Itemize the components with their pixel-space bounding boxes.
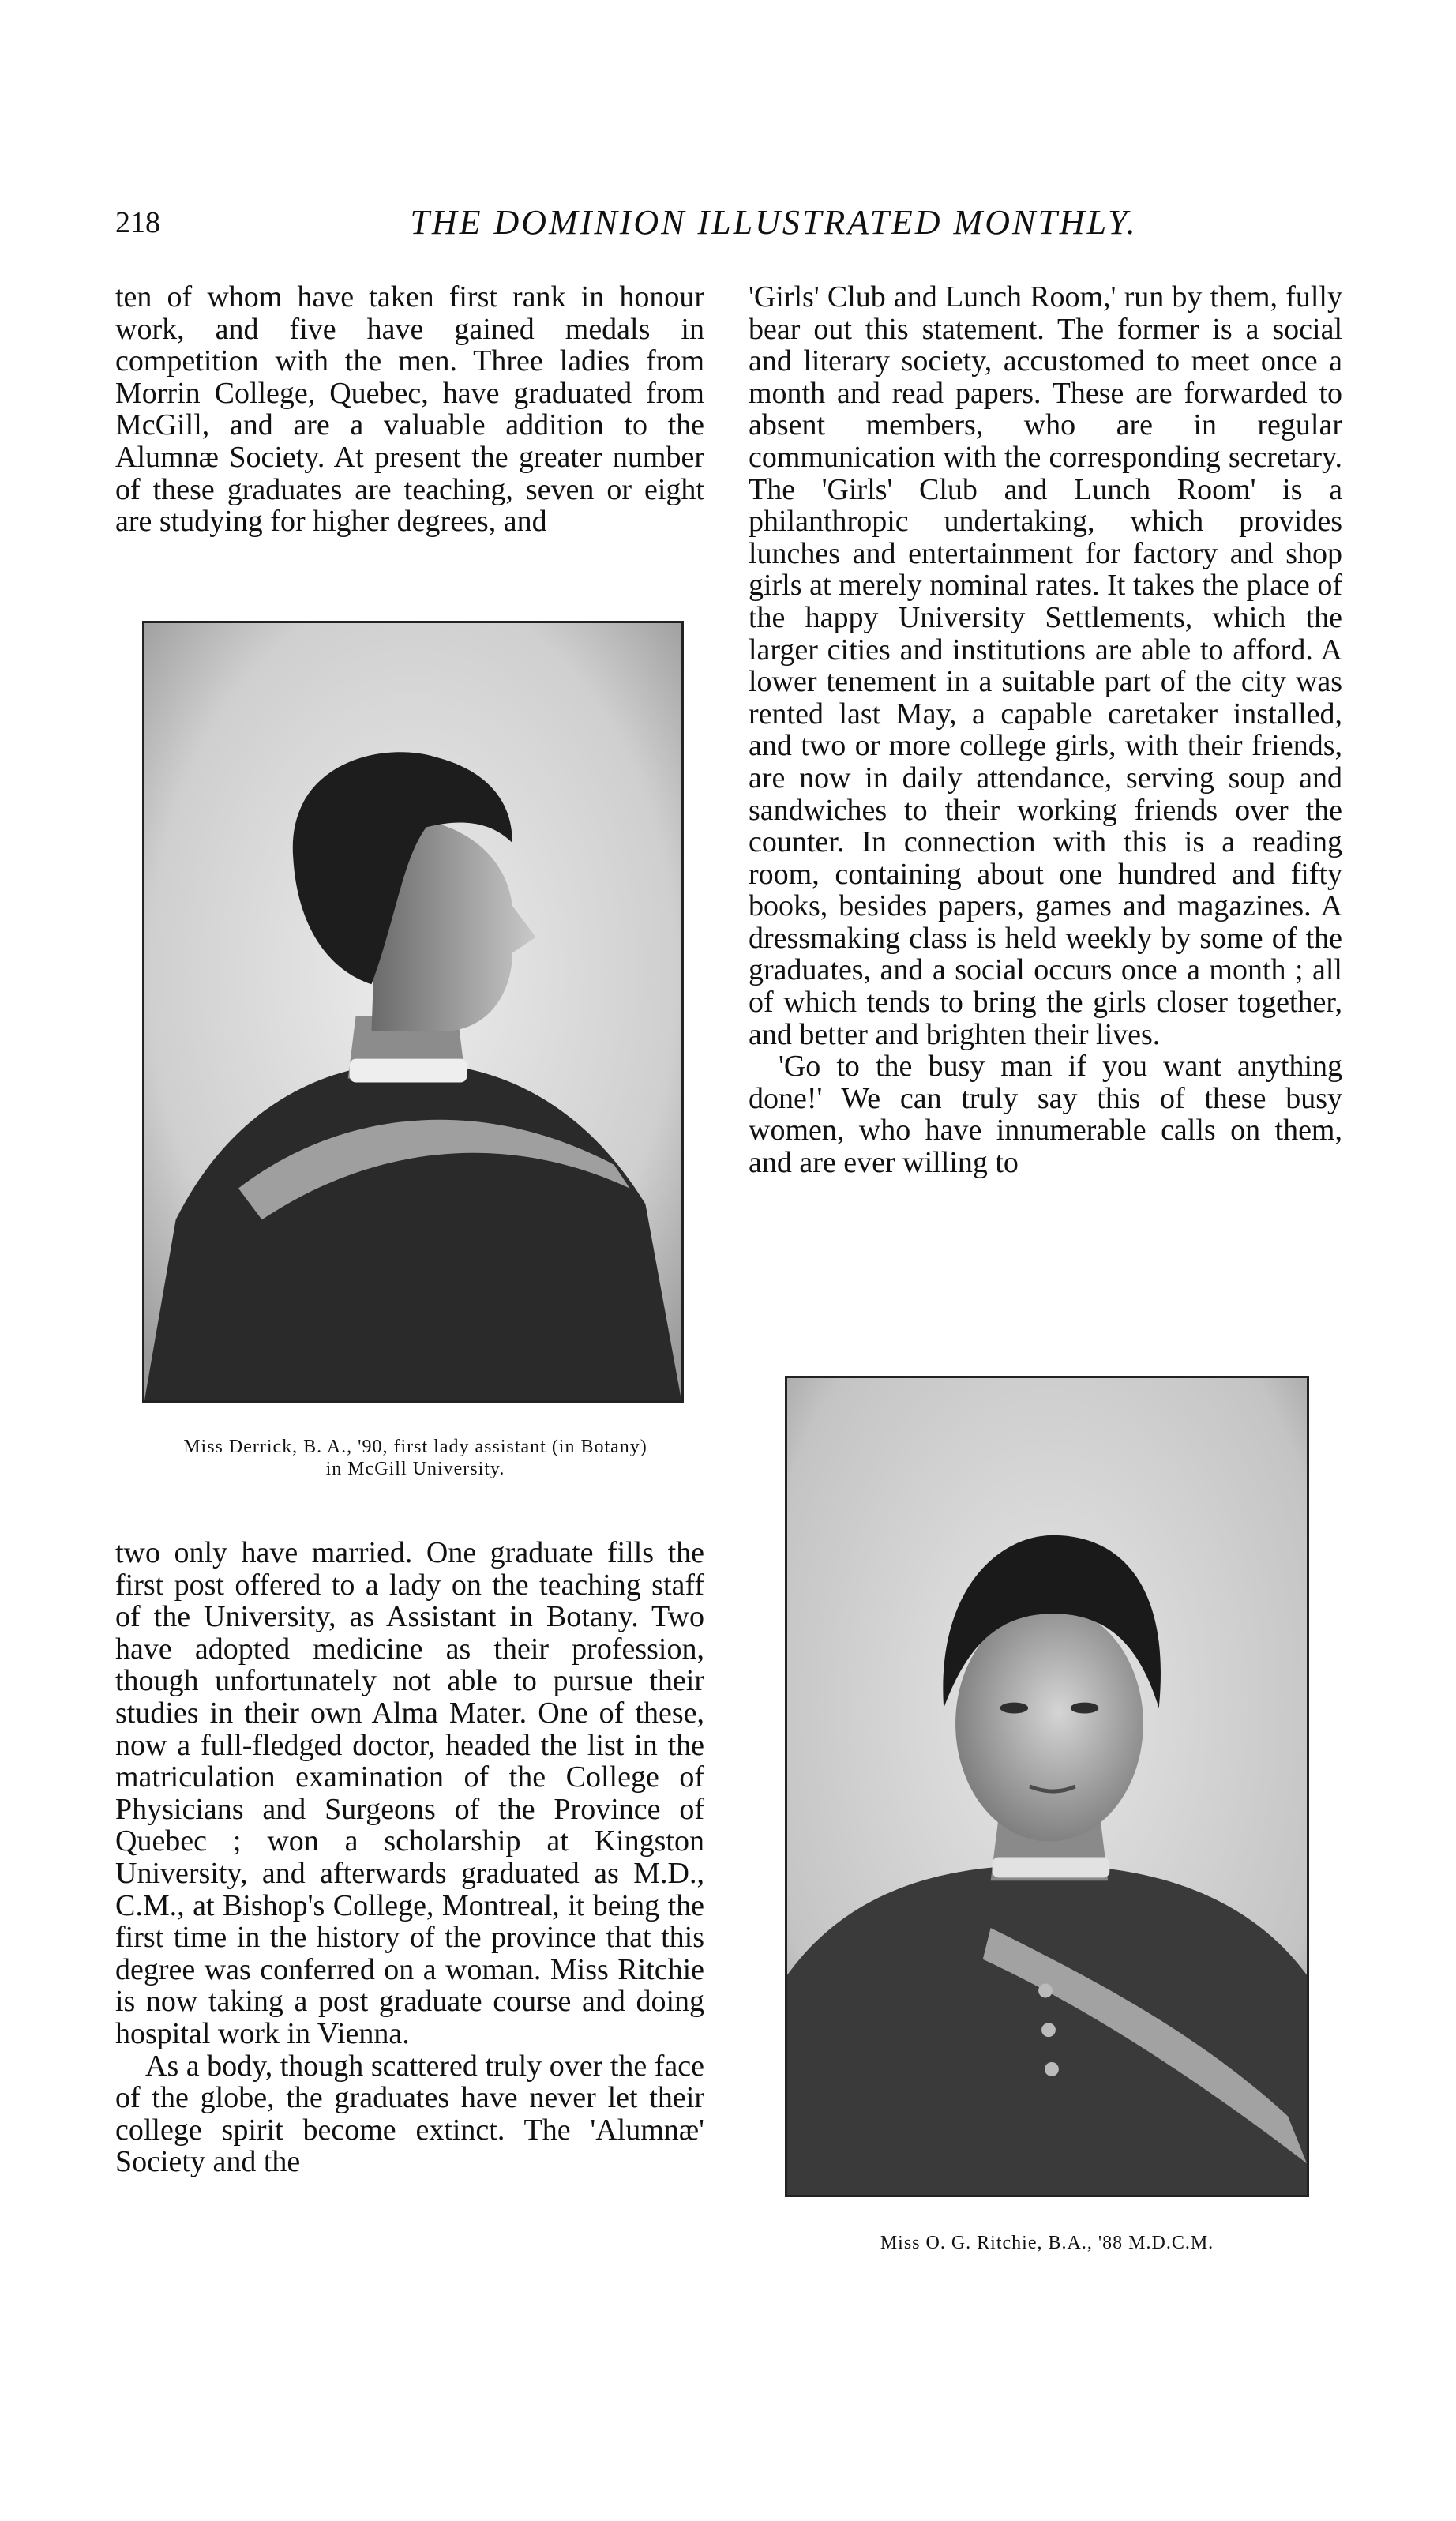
portrait-ritchie-caption [785, 2232, 1309, 2254]
left-column-bottom-text [115, 1537, 704, 2178]
paragraph: As a body, though scattered truly over the face of the globe, the graduates have never let their college spirit become extinct. The 'Alumnæ' Society and the [115, 2049, 704, 2179]
caption-line: Miss Derrick, B. A., '90, first lady assistant (in Botany) [183, 1437, 647, 1457]
left-column-top-text [115, 281, 704, 538]
right-column-text [749, 281, 1342, 1179]
portrait-derrick-image [144, 623, 681, 1400]
portrait-derrick-caption [115, 1436, 715, 1480]
paragraph: ten of whom have taken first rank in honour work, and five have gained medals in competition with the men. Three ladies from Morrin College, Quebec, have graduated from McGill, and are a valuable addition to the Alumnæ Society. At present the greater number of these graduates are teaching, seven or eight are studying for higher degrees, and [115, 280, 704, 539]
paragraph: 'Girls' Club and Lunch Room,' run by them, fully bear out this statement. The former is a social and literary society, accustomed to meet once a month and read papers. These are forwarded to absent members, who are in regular communication with the corresponding secretary. The 'Girls' Club and Lunch Room' is a philanthropic undertaking, which provides lunches and entertainment for factory and shop girls at merely nominal rates. It takes the place of the happy University Settlements, which the larger cities and institutions are able to afford. A lower tenement in a suitable part of the city was rented last May, a capable caretaker installed, and two or more college girls, with their friends, are now in daily attendance, serving soup and sandwiches to their working friends over the counter. In connection with this is a reading room, containing about one hundred and fifty books, besides papers, games and magazines. A dressmaking class is held weekly by some of the graduates, and a social occurs once a month ; all of which tends to bring the girls closer together, and better and brighten their lives. [749, 280, 1342, 1051]
portrait-ritchie-photo [785, 1376, 1309, 2197]
paragraph: two only have married. One graduate fills the first post offered to a lady on the teaching staff of the University, as Assistant in Botany. Two have adopted medicine as their profession, though unfortunately not able to pursue their studies in their own Alma Mater. One of these, now a full-fledged doctor, headed the list in the matriculation examination of the College of Physicians and Surgeons of the Province of Quebec ; won a scholarship at Kingston University, and afterwards graduated as M.D., C.M., at Bishop's College, Montreal, it being the first time in the history of the province that this degree was conferred on a woman. Miss Ritchie is now taking a post graduate course and doing hospital work in Vienna. [115, 1536, 704, 2050]
running-head: THE DOMINION ILLUSTRATED MONTHLY. [410, 203, 1138, 242]
portrait-ritchie-image [787, 1378, 1307, 2195]
caption-line: Miss O. G. Ritchie, B.A., '88 M.D.C.M. [880, 2233, 1214, 2253]
caption-line: in McGill University. [325, 1459, 505, 1479]
page-number: 218 [115, 206, 160, 239]
paragraph: 'Go to the busy man if you want anything done!' We can truly say this of these busy women, who have innumerable calls on them, and are ever willing to [749, 1050, 1342, 1180]
portrait-derrick-photo [142, 621, 684, 1403]
